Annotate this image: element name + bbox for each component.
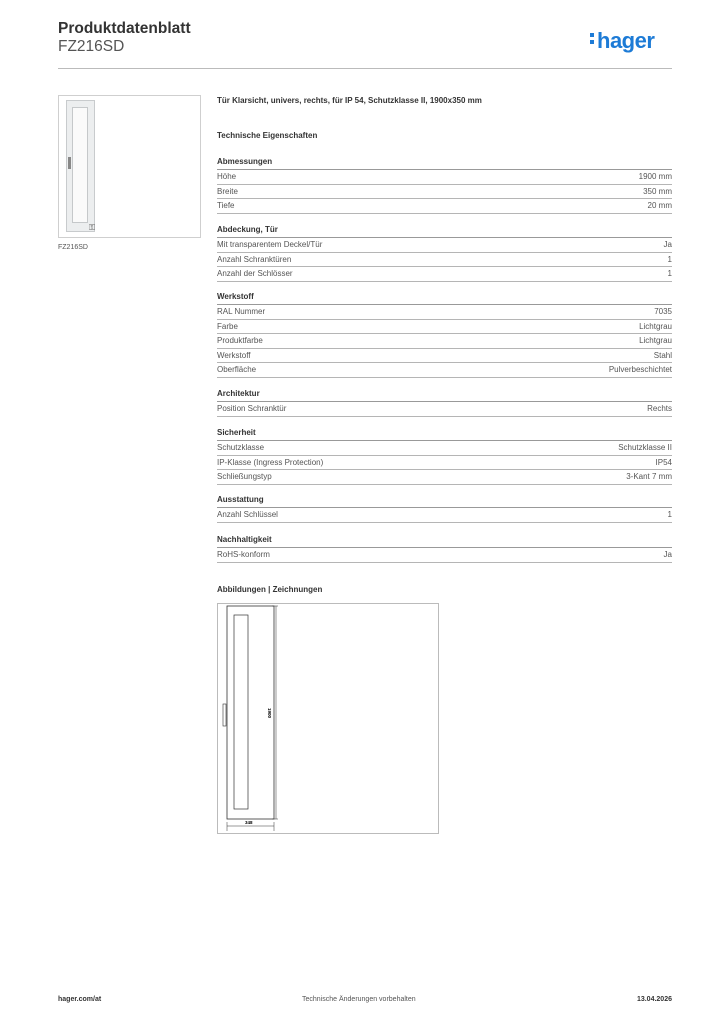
spec-section-heading: Abmessungen (217, 156, 672, 170)
spec-value: Schutzklasse II (618, 443, 672, 452)
spec-row (217, 185, 672, 200)
spec-label: Produktfarbe (217, 336, 263, 345)
spec-value: Ja (663, 550, 672, 559)
door-drawing-svg (218, 604, 440, 835)
spec-label: Schließungstyp (217, 472, 272, 481)
product-thumbnail (58, 95, 201, 238)
spec-label: Farbe (217, 321, 238, 331)
drawings-heading: Abbildungen | Zeichnungen (217, 585, 323, 594)
spec-section (217, 388, 672, 417)
spec-row (217, 441, 672, 456)
spec-value: 3-Kant 7 mm (626, 472, 672, 481)
spec-section (217, 427, 672, 485)
door-handle (223, 704, 226, 726)
hager-logo (590, 28, 654, 54)
spec-row (217, 470, 672, 485)
page-title: Produktdatenblatt (58, 20, 191, 37)
spec-label: RoHS-konform (217, 550, 270, 559)
spec-row (217, 253, 672, 268)
spec-value: Lichtgrau (639, 336, 672, 345)
spec-label: Höhe (217, 172, 237, 181)
technical-properties-heading: Technische Eigenschaften (217, 131, 318, 140)
spec-label: IP-Klasse (Ingress Protection) (217, 457, 324, 467)
thumbnail-caption: FZ216SD (58, 244, 88, 251)
spec-label: Schutzklasse (217, 443, 265, 452)
width-dim-label: 348 (245, 820, 253, 825)
door-window (72, 107, 88, 223)
footer-date: 13.04.2026 (636, 996, 672, 1003)
spec-value: 1 (667, 510, 672, 519)
door-image (66, 100, 95, 232)
spec-row (217, 363, 672, 378)
spec-row (217, 508, 672, 523)
spec-label: Tiefe (217, 201, 235, 210)
spec-label: Mit transparentem Deckel/Tür (217, 240, 323, 249)
spec-section-heading: Ausstattung (217, 494, 672, 508)
spec-value: Lichtgrau (639, 321, 672, 331)
key-icon: ⚿ (89, 223, 96, 232)
header-divider (58, 68, 672, 69)
spec-label: Oberfläche (217, 365, 257, 374)
spec-row (217, 349, 672, 364)
spec-section-heading: Nachhaltigkeit (217, 534, 672, 548)
spec-section-heading: Sicherheit (217, 427, 672, 441)
door-window-outline (234, 615, 248, 809)
spec-row (217, 305, 672, 320)
spec-section (217, 224, 672, 282)
spec-section-heading: Werkstoff (217, 291, 672, 305)
product-code: FZ216SD (58, 38, 125, 55)
spec-row (217, 199, 672, 214)
door-lock (68, 157, 71, 169)
footer-website[interactable]: hager.com/at (58, 996, 102, 1003)
spec-value: Ja (663, 240, 672, 249)
spec-row (217, 334, 672, 349)
spec-section (217, 291, 672, 378)
spec-value: Pulverbeschichtet (608, 365, 672, 374)
spec-value: IP54 (655, 457, 672, 467)
spec-label: RAL Nummer (217, 307, 266, 316)
spec-label: Anzahl Schranktüren (217, 254, 292, 264)
spec-row (217, 548, 672, 563)
spec-label: Anzahl der Schlösser (217, 269, 293, 278)
spec-value: Stahl (653, 350, 672, 360)
spec-section (217, 494, 672, 523)
spec-value: 7035 (654, 307, 672, 316)
spec-section (217, 534, 672, 563)
spec-row (217, 402, 672, 417)
spec-row (217, 320, 672, 335)
spec-row (217, 238, 672, 253)
spec-row (217, 456, 672, 471)
height-dim-label: 1900 (267, 708, 272, 719)
spec-value: 1 (667, 269, 672, 278)
spec-row (217, 267, 672, 282)
spec-value: 20 mm (647, 201, 672, 210)
spec-section-heading: Architektur (217, 388, 672, 402)
spec-section-heading: Abdeckung, Tür (217, 224, 672, 238)
spec-value: 1 (667, 254, 672, 264)
spec-label: Werkstoff (217, 350, 251, 360)
spec-value: 1900 mm (638, 172, 672, 181)
spec-row (217, 170, 672, 185)
spec-label: Position Schranktür (217, 404, 287, 413)
spec-label: Anzahl Schlüssel (217, 510, 278, 519)
spec-value: 350 mm (643, 186, 672, 196)
spec-label: Breite (217, 186, 238, 196)
logo-text: hager (597, 28, 655, 53)
technical-drawing (217, 603, 439, 834)
logo-dots-icon (590, 33, 595, 47)
spec-value: Rechts (647, 404, 672, 413)
spec-section (217, 156, 672, 214)
product-title: Tür Klarsicht, univers, rechts, für IP 54, Schutzklasse II, 1900x350 mm (217, 96, 482, 105)
footer-notice: Technische Änderungen vorbehalten (302, 996, 416, 1003)
